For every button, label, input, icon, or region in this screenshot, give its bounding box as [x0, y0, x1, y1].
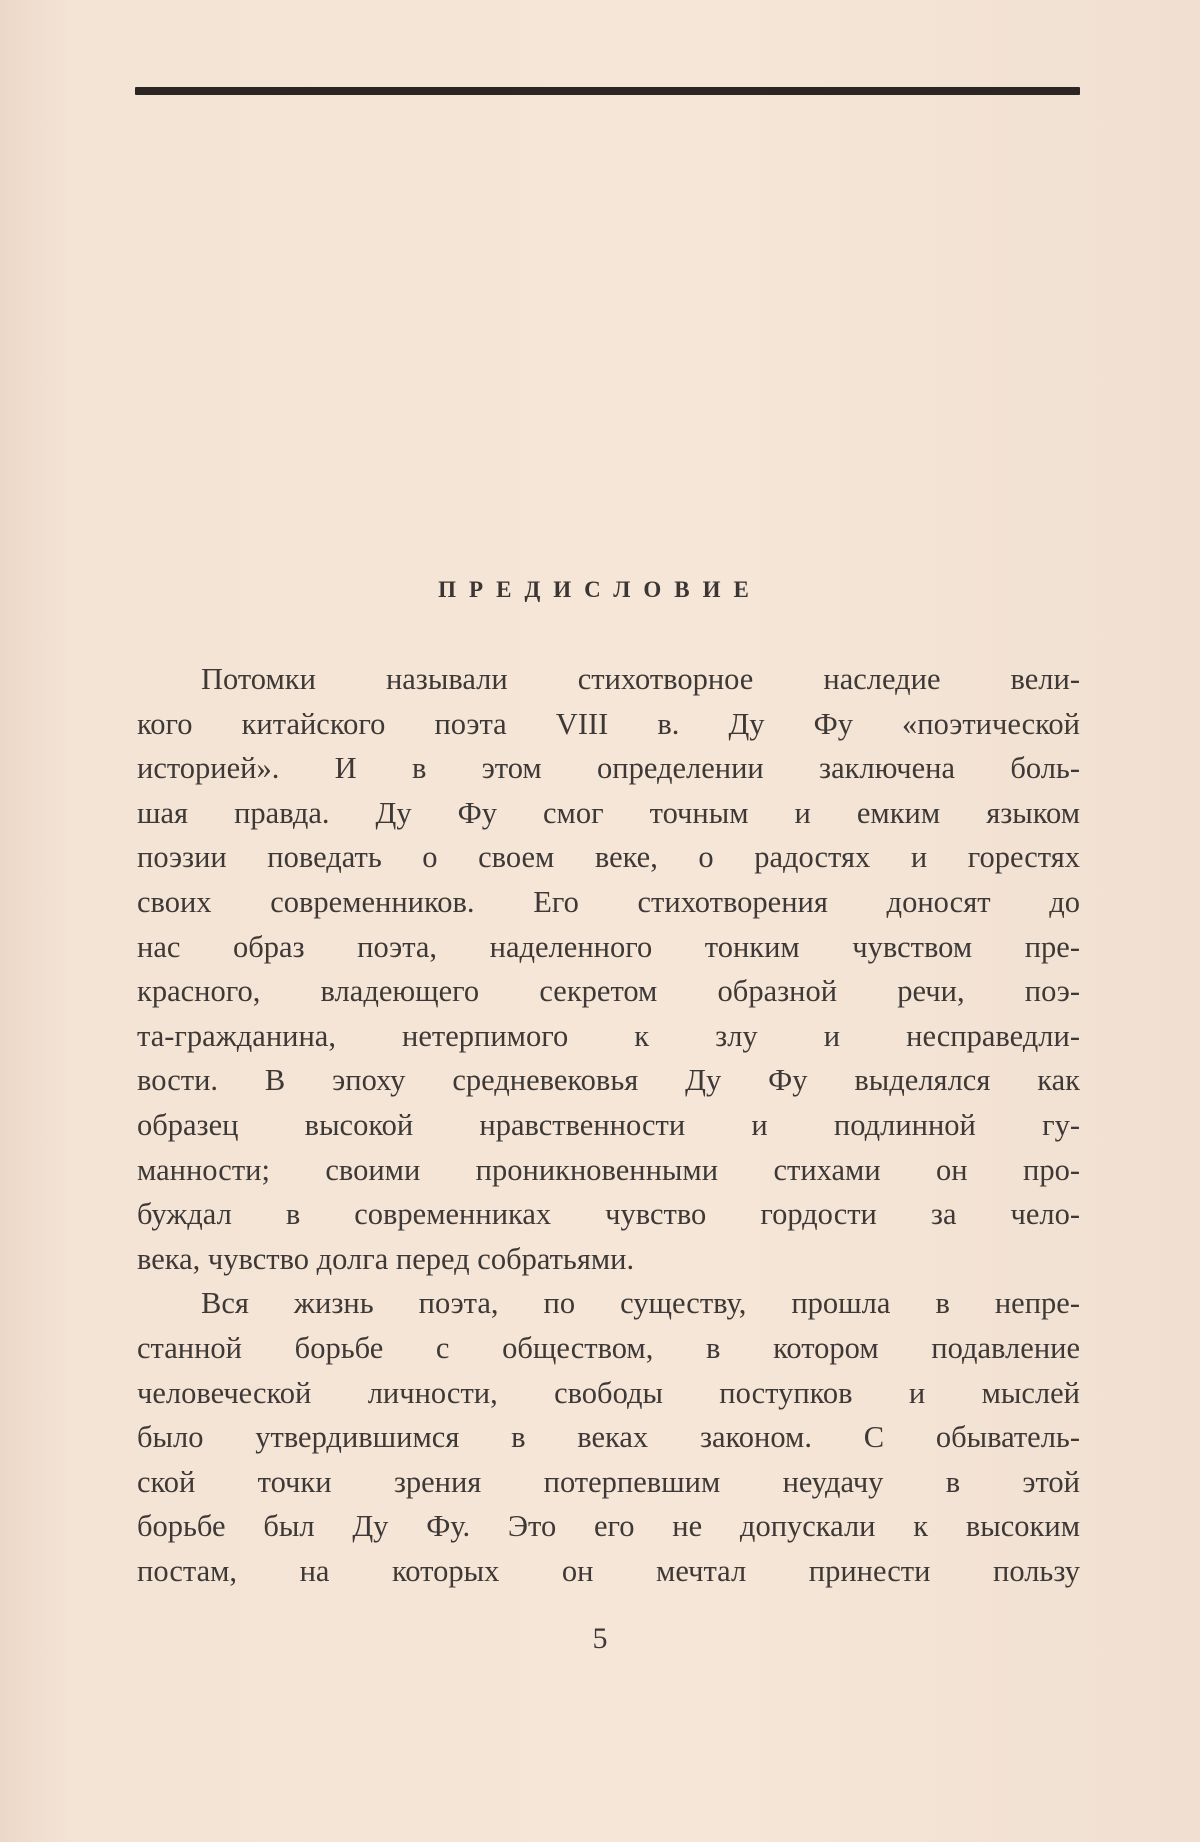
text-line: постам, на которых он мечтал принести пользу	[137, 1553, 1080, 1588]
text-line: нас образ поэта, наделенного тонким чувством пре-	[137, 929, 1080, 964]
text-line: поэзии поведать о своем веке, о радостях и горестях	[137, 840, 1080, 875]
text-line: ской точки зрения потерпевшим неудачу в этой	[137, 1464, 1080, 1499]
top-rule	[135, 87, 1080, 95]
text-line: красного, владеющего секретом образной речи, поэ-	[137, 974, 1080, 1009]
text-line: буждал в современниках чувство гордости за чело-	[137, 1197, 1080, 1232]
text-line: человеческой личности, свободы поступков и мыслей	[137, 1375, 1080, 1410]
text-line: шая правда. Ду Фу смог точным и емким языком	[137, 795, 1080, 830]
text-line: борьбе был Ду Фу. Это его не допускали к высоким	[137, 1509, 1080, 1544]
page-number: 5	[592, 1622, 608, 1655]
text-line: Вся жизнь поэта, по существу, прошла в непре-	[201, 1286, 1080, 1321]
text-line: манности; своими проникновенными стихами он про-	[137, 1152, 1080, 1187]
text-line: кого китайского поэта VIII в. Ду Фу «поэтической	[137, 706, 1080, 741]
text-line: станной борьбе с обществом, в котором подавление	[137, 1330, 1080, 1365]
chapter-heading: ПРЕДИСЛОВИЕ	[438, 577, 762, 602]
text-line: историей». И в этом определении заключена боль-	[137, 751, 1080, 786]
text-line: Потомки называли стихотворное наследие вели-	[201, 662, 1080, 696]
text-line: образец высокой нравственности и подлинной гу-	[137, 1107, 1080, 1142]
text-line: та-гражданина, нетерпимого к злу и несправедли-	[137, 1018, 1080, 1053]
body-text	[137, 657, 1080, 1593]
text-line: века, чувство долга перед собратьями.	[137, 1241, 635, 1276]
text-line: вости. В эпоху средневековья Ду Фу выделялся как	[137, 1063, 1080, 1098]
text-line: было утвердившимся в веках законом. С обыватель-	[137, 1420, 1080, 1455]
text-line: своих современников. Его стихотворения доносят до	[137, 884, 1080, 919]
